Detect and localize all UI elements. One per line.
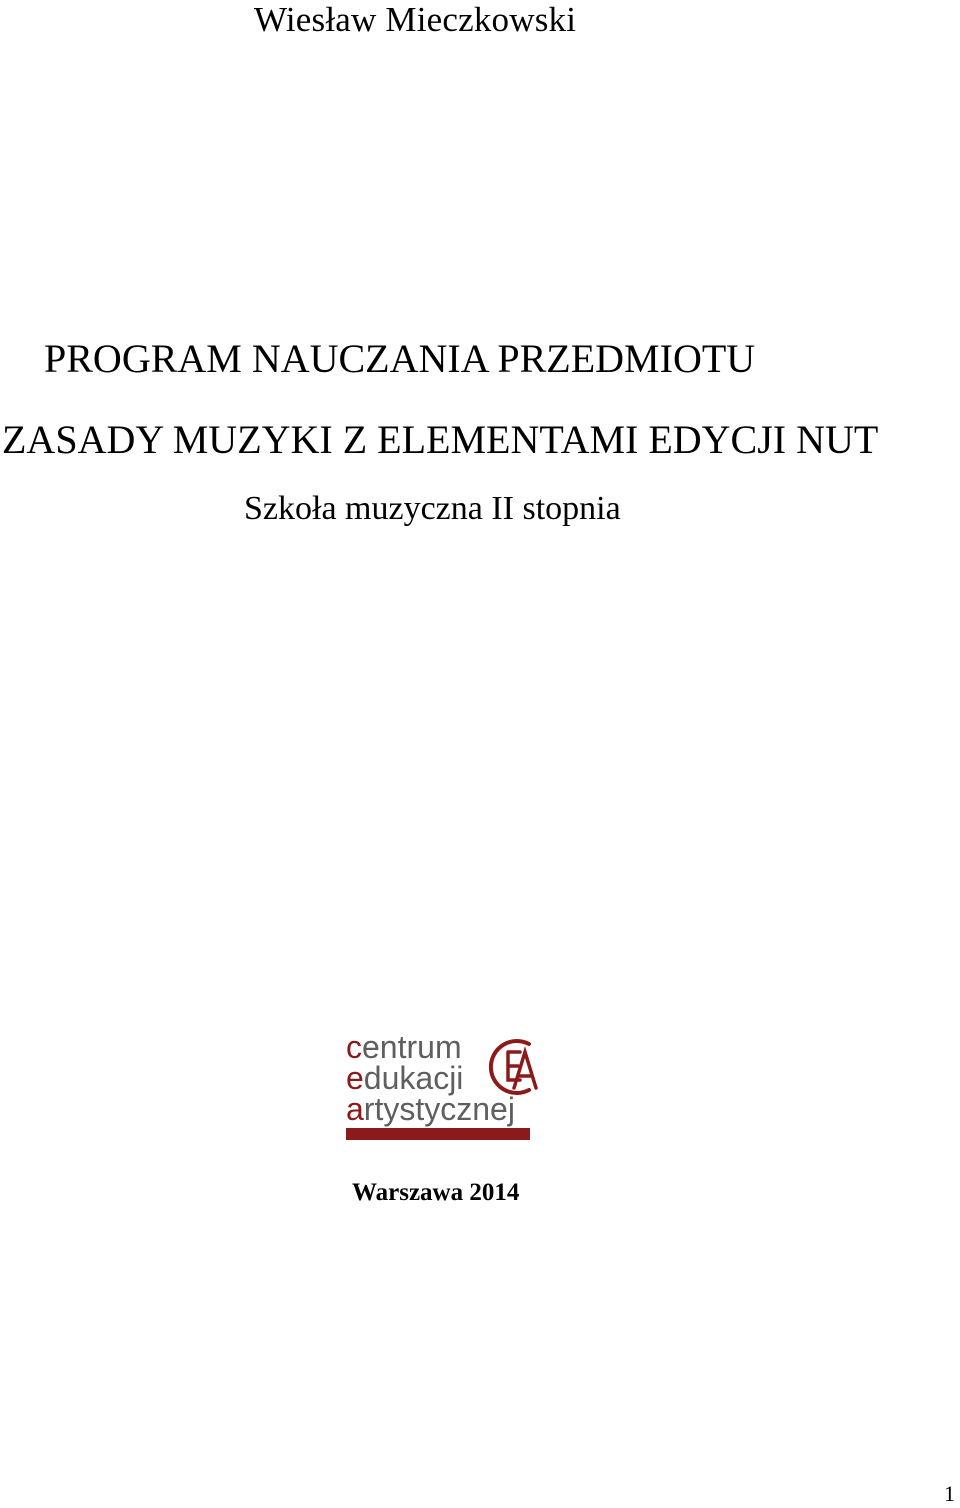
cea-logo — [336, 1022, 546, 1150]
logo-word-centrum: centrum — [346, 1029, 462, 1065]
document-subtitle: Szkoła muzyczna II stopnia — [244, 490, 621, 527]
document-title-line-2: ZASADY MUZYKI Z ELEMENTAMI EDYCJI NUT — [2, 417, 879, 462]
logo-word-edukacji: edukacji — [346, 1060, 464, 1096]
logo-underline-bar — [346, 1128, 530, 1140]
logo-monogram-icon — [491, 1041, 536, 1093]
logo-word-artystycznej: artystycznej — [346, 1091, 515, 1127]
page-number: 1 — [944, 1481, 955, 1506]
author-name: Wiesław Mieczkowski — [254, 0, 577, 39]
place-and-year: Warszawa 2014 — [352, 1179, 520, 1206]
document-title-line-1: PROGRAM NAUCZANIA PRZEDMIOTU — [44, 336, 756, 381]
